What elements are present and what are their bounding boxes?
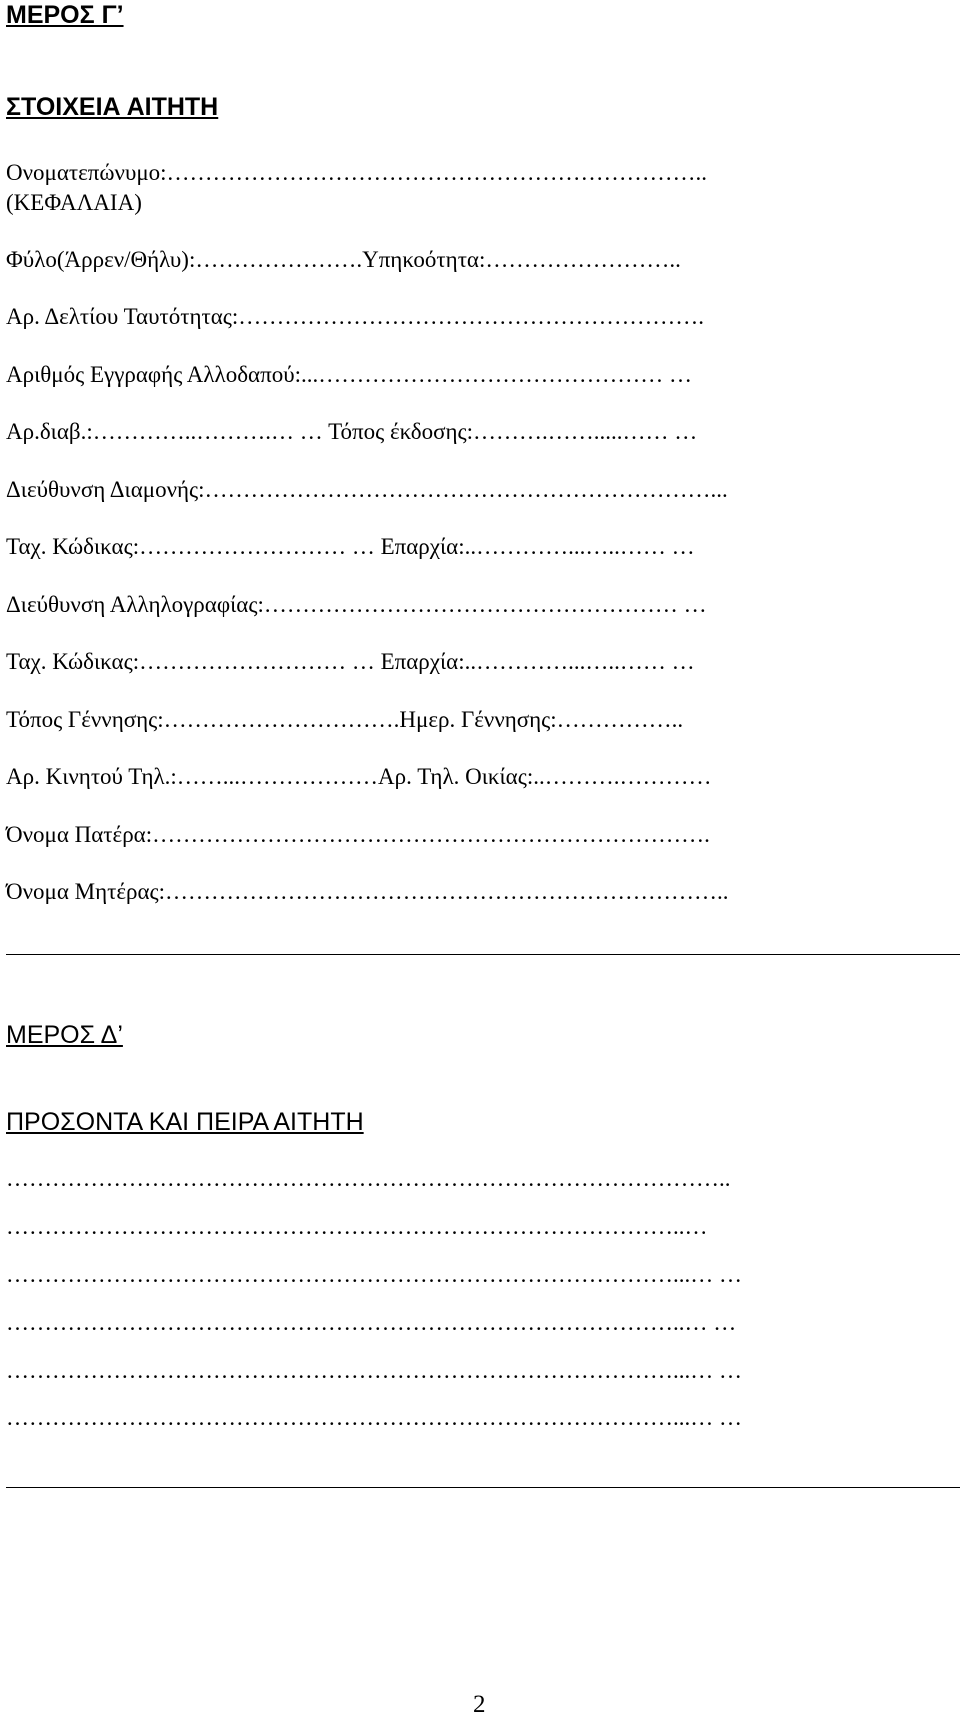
qualifications-line: ………………………………………………………………………………….. (6, 1166, 731, 1191)
field-full-name-note: (ΚΕΦΑΛΑΙΑ) (6, 190, 142, 215)
field-passport: Αρ.διαβ.:…………..……….… … Τόπος έκδοσης:……….…….....…… … (6, 419, 698, 444)
field-father-name: Όνομα Πατέρα:………………………………………………………………. (6, 822, 710, 847)
field-gender-nationality: Φύλο(Άρρεν/Θήλυ):………………….Υπηκοότητα:…………………….. (6, 247, 681, 272)
qualifications-line: ……………………………………………………………………………..… … (6, 1310, 737, 1335)
qualifications-line: ……………………………………………………………………………..… (6, 1214, 708, 1239)
part-d-subtitle: ΠΡΟΣΟΝΤΑ ΚΑΙ ΠΕΙΡΑ ΑΙΤΗΤΗ (6, 1108, 364, 1136)
part-c-title: ΜΕΡΟΣ Γ’ (6, 1, 124, 29)
qualifications-line: ……………………………………………………………………………...… … (6, 1405, 742, 1430)
part-c-subtitle: ΣΤΟΙΧΕΙΑ ΑΙΤΗΤΗ (6, 93, 219, 121)
page-number: 2 (473, 1691, 486, 1718)
bottom-divider (6, 1487, 960, 1488)
field-full-name: Ονοματεπώνυμο:…………………………………………………………….. (6, 160, 708, 185)
field-residence-address: Διεύθυνση Διαμονής:…………………………………………………………... (6, 477, 728, 502)
field-postal-code-district-1: Ταχ. Κώδικας:……………………… … Επαρχία:..…………...…..…… … (6, 534, 695, 559)
field-phones: Αρ. Κινητού Τηλ.:……...………………Αρ. Τηλ. Οικίας:..……….………… (6, 764, 712, 789)
field-mother-name: Όνομα Μητέρας:……………………………………………………………….. (6, 879, 729, 904)
field-correspondence-address: Διεύθυνση Αλληλογραφίας:……………………………………………… … (6, 592, 707, 617)
qualifications-line: ……………………………………………………………………………...… … (6, 1358, 742, 1383)
qualifications-line: ……………………………………………………………………………...… … (6, 1262, 742, 1287)
part-d-title: ΜΕΡΟΣ Δ’ (6, 1021, 123, 1049)
field-alien-registration: Αριθμός Εγγραφής Αλλοδαπού:...……………………………………… … (6, 362, 692, 387)
field-id-number: Αρ. Δελτίου Ταυτότητας:……………………………………………………. (6, 304, 705, 329)
field-postal-code-district-2: Ταχ. Κώδικας:……………………… … Επαρχία:..…………...…..…… … (6, 649, 695, 674)
section-divider (6, 954, 960, 955)
field-birth-place-date: Τόπος Γέννησης:………………………….Ημερ. Γέννησης:…………….. (6, 707, 684, 732)
